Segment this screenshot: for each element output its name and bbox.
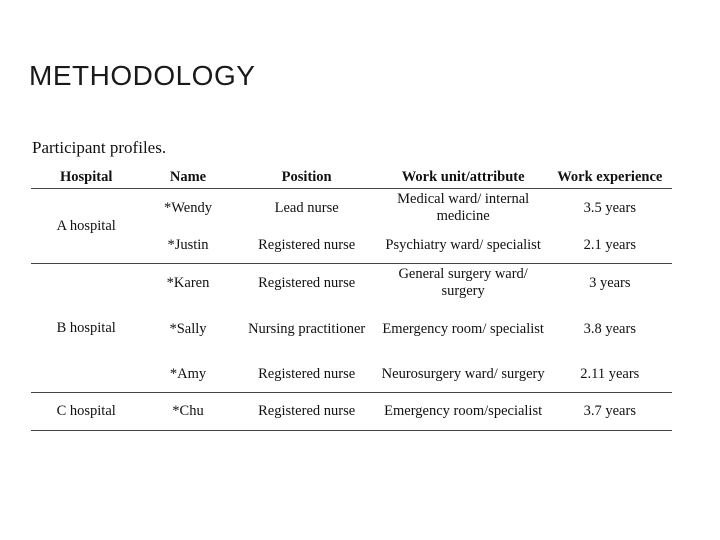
experience-cell: 2.11 years <box>548 356 672 393</box>
table-header-row <box>31 166 672 189</box>
work-unit-cell: Psychiatry ward/ specialist <box>379 227 548 264</box>
name-cell: *Sally <box>169 320 207 337</box>
hospital-cell: B hospital <box>31 264 141 393</box>
position-cell: Registered nurse <box>235 393 379 431</box>
position-cell: Registered nurse <box>235 227 379 264</box>
column-header-hospital: Hospital <box>31 166 141 189</box>
name-cell: *Chu <box>141 393 234 431</box>
hospital-cell: A hospital <box>31 189 141 264</box>
experience-cell: 3.5 years <box>583 199 636 216</box>
work-unit-cell: Neurosurgery ward/ surgery <box>379 356 548 393</box>
table-row <box>31 264 672 303</box>
experience-cell: 3.7 years <box>548 393 672 431</box>
participant-profiles-table <box>31 166 672 431</box>
column-header-work-unit: Work unit/attribute <box>379 166 548 189</box>
name-cell: *Justin <box>141 227 234 264</box>
slide-title: METHODOLOGY <box>29 60 256 91</box>
experience-cell: 3 years <box>589 274 631 291</box>
position-cell: Registered nurse <box>235 356 379 393</box>
column-header-position: Position <box>235 166 379 189</box>
experience-cell: 2.1 years <box>548 227 672 264</box>
column-header-name: Name <box>141 166 234 189</box>
name-cell: *Amy <box>141 356 234 393</box>
name-cell: *Wendy <box>164 199 212 216</box>
table-caption: Participant profiles. <box>32 138 167 157</box>
table-row <box>31 393 672 431</box>
work-unit-cell: General surgery ward/ surgery <box>398 266 528 299</box>
column-header-work-experience: Work experience <box>548 166 672 189</box>
work-unit-cell: Emergency room/specialist <box>379 393 548 431</box>
name-cell: *Karen <box>166 274 210 291</box>
work-unit-cell: Emergency room/ specialist <box>382 320 544 337</box>
work-unit-cell: Medical ward/ internal medicine <box>397 191 530 224</box>
experience-cell: 3.8 years <box>583 320 636 337</box>
position-cell: Lead nurse <box>274 199 339 216</box>
position-cell: Registered nurse <box>258 274 356 291</box>
table-row <box>31 189 672 228</box>
position-cell: Nursing practitioner <box>248 320 366 337</box>
hospital-cell: C hospital <box>31 393 141 431</box>
